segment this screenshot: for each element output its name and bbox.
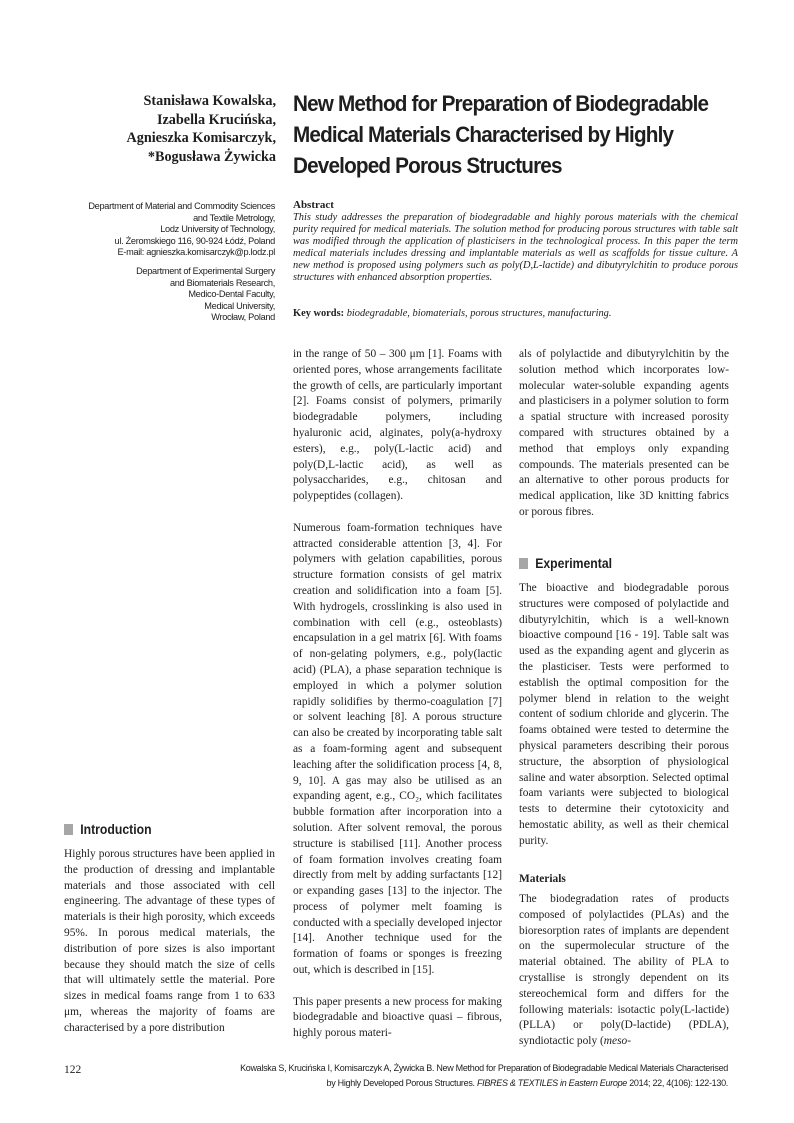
- citation-line: Kowalska S, Krucińska I, Komisarczyk A, Żywicka B. New Method for Preparation of Biodegradable Medical Materials Characterised: [240, 1063, 728, 1073]
- introduction-text-block: [64, 847, 275, 1037]
- journal-name: FIBRES & TEXTILES in Eastern Europe: [476, 1078, 628, 1088]
- experimental-text-block: [519, 581, 729, 850]
- column-right-top: [519, 347, 729, 521]
- affiliation-2: [136, 266, 275, 324]
- body-paragraph: This paper presents a new process for making biodegradable and bioactive quasi – fibrous, highly porous materi-: [293, 995, 502, 1040]
- materials-text: The biodegradation rates of products composed of polylactides (PLAs) and the bioresorption rates of implants are dependent on the supermolecular structure of the material obtained. The ability of PLA to crystallise is strongly dependent on its stereochemical form and differs for the following materials: isotactic poly(L-lactide) (PLLA) or poly(D-lactide) (PDLA), syndiotactic poly (: [519, 893, 729, 1048]
- body-paragraph: [519, 892, 729, 1050]
- affiliation-line: Medico-Dental Faculty,: [188, 289, 275, 300]
- abstract-section: [293, 199, 738, 283]
- introduction-heading: Introduction: [64, 821, 152, 839]
- materials-text-block: [519, 892, 729, 1050]
- title-line: Developed Porous Structures: [293, 153, 562, 178]
- affiliation-line: ul. Żeromskiego 116, 90-924 Łódź, Poland: [114, 235, 275, 246]
- paper-title: [293, 88, 725, 181]
- email-text: E-mail: agnieszka.komisarczyk@p.lodz.pl: [117, 247, 275, 258]
- materials-heading: Materials: [519, 873, 566, 885]
- section-marker-icon: [64, 824, 73, 835]
- affiliation-line: Department of Experimental Surgery: [136, 266, 275, 276]
- keywords-label: Key words:: [293, 308, 345, 319]
- body-paragraph: Highly porous structures have been applied in the production of dressing and implantable materials and those associated with cell engineering. The advantage of these types of materials is their high porosity, which exceeds 95%. In porous medical materials, the distribution of pore sizes is also important because they should match the size of cells that will ultimately settle the material. Pore sizes in medical foams range from 1 to 633 μm, whereas the majority of foams are characterised by a pore distribution: [64, 848, 275, 1034]
- title-line: Medical Materials Characterised by Highly: [293, 122, 674, 147]
- body-paragraph: Numerous foam-formation techniques have attracted considerable attention [3, 4]. For polymers with gelation capabilities, porous structure formation consists of gel matrix creation and solidification into a foam [5]. With hydrogels, crosslinking is also used in combination with cell (e.g., osteoblasts) encapsulation in a gel matrix [6]. With foams of non-gelating polymers, e.g., poly(lactic acid) (PLA), a phase separation technique is employed in which a polymer solution rapidly solidifies by thermo-coagulation [7] or solvent leaching [8]. A porous structure can also be created by incorporating table salt as a foam-forming agent and subsequent leaching after the solidification process [4, 8, 9, 10]. A gas may also be utilised as an expanding agent, e.g., CO₂, which facilitates bubble formation after incorporation into a solution. After solvent removal, the porous structure is stabilised [11]. Another process of foam formation involves creating foam directly from melt by adding surfactants [12] or expanding gases [13] to the injector. The process of polymer melt foaming is conducted with a specially developed injector [14]. Another technique used for the formation of foams or sponges is freezing out, which is described in [15].: [293, 521, 502, 977]
- keywords: [293, 308, 611, 320]
- affiliation-line: and Textile Metrology,: [193, 212, 275, 223]
- body-paragraph: als of polylactide and dibutyrylchitin by the solution method which incorporates low-molecular water-soluble expanding agents and plasticisers in a polymer solution to form a spatial structure with increased porosity compared with structures obtained by a method that employs only expanding compounds. The materials presented can be an alternative to other porous products for medical application, like 3D knitting fabrics or porous fibres.: [519, 348, 729, 518]
- page-number: 122: [64, 1064, 82, 1076]
- citation-line: by Highly Developed Porous Structures. FIBRES & TEXTILES in Eastern Europe 2014; 22, 4(106): 122-130.: [326, 1078, 728, 1088]
- author-name: *Bogusława Żywicka: [147, 148, 276, 165]
- author-name: Izabella Krucińska,: [156, 111, 276, 128]
- affiliation-line: Wrocław, Poland: [211, 312, 275, 323]
- experimental-heading: Experimental: [519, 555, 612, 573]
- affiliation-1: [88, 201, 275, 259]
- affiliation-line: Medical University,: [204, 300, 275, 311]
- author-name: Stanisława Kowalska,: [143, 93, 276, 109]
- column-middle: [293, 347, 502, 1042]
- affiliation-line: Lodz University of Technology,: [160, 224, 275, 235]
- author-list: [127, 92, 277, 166]
- affiliation-line: Department of Material and Commodity Sciences: [88, 201, 275, 211]
- affiliation-line: and Biomaterials Research,: [169, 277, 275, 288]
- abstract-heading: Abstract: [293, 199, 334, 211]
- author-name: Agnieszka Komisarczyk,: [126, 130, 276, 146]
- section-marker-icon: [519, 558, 528, 569]
- title-line: New Method for Preparation of Biodegradable: [293, 91, 709, 116]
- keywords-text: biodegradable, biomaterials, porous structures, manufacturing.: [346, 308, 612, 319]
- materials-text-italic: meso-: [603, 1035, 631, 1048]
- abstract-text: This study addresses the preparation of biodegradable and highly porous materials with the chemical purity required for medical materials. The solution method for producing porous structures with table salt was modified through the application of plasticisers in the technological process. In this paper the term medical materials includes dressing and implantable materials as well as scaffolds for tissue culture. A new method is proposed using polymers such as poly(D,L-lactide) and dibutyrylchitin to produce porous structures with enhanced absorption properties.: [293, 212, 738, 283]
- citation-footer: [240, 1061, 728, 1091]
- body-paragraph: in the range of 50 – 300 μm [1]. Foams with oriented pores, whose arrangements facilitate the growth of cells, are particularly important [2]. Foams consist of polymers, primarily biodegradable polymers, including hyaluronic acid, alginates, poly(a-hydroxy esters), e.g., poly(L-lactic acid) and poly(D,L-lactic acid), as well as polysaccharides, e.g., chitosan and polypeptides (collagen).: [293, 348, 502, 503]
- body-paragraph: The bioactive and biodegradable porous structures were composed of polylactide and dibutyrylchitin, which is a well-known bioactive compound [16 - 19]. Table salt was used as the expanding agent and glycerin as the plasticiser. Tests were performed to establish the optimal composition for the polymer blend in relation to the weight content of sodium chloride and glycerin. The foams obtained were tested to determine the physical parameters describing their porous structure, the absorption of physiological saline and water absorption. Selected optimal foam variants were subjected to biological tests to determine their cytotoxicity and hemostatic ability, as well as their chemical purity.: [519, 582, 729, 847]
